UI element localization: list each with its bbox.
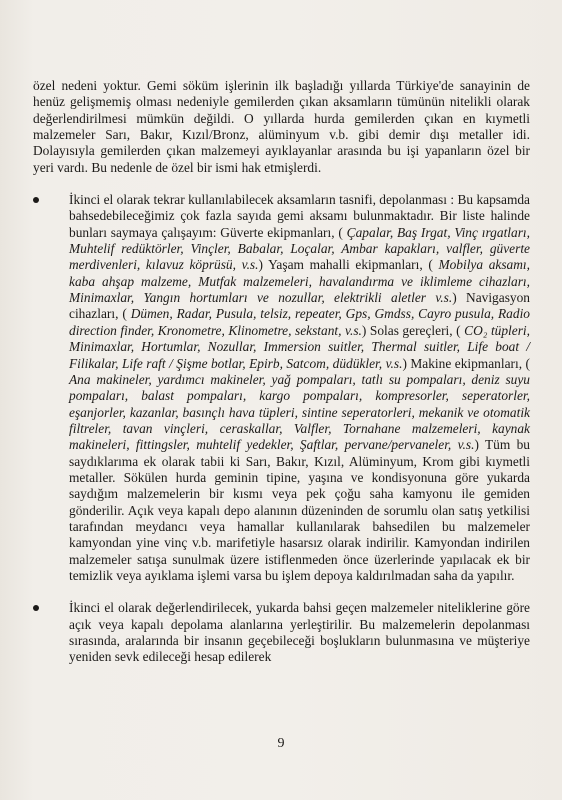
page-number: 9 [277,736,285,751]
bullet-icon [33,605,39,611]
bullet-paragraph-1: İkinci el olarak tekrar kullanılabilecek aksamların tasnifi, depolanması : Bu kapsamda bahsedebileceğimiz çok fazla sayıda gemi aksamı bulunmaktadır. Bir liste halinde bunları saymaya çalışayım: Güverte ekipmanları, ( Çapalar, Baş Irgat, Vinç ırgatları, Muhtelif redüktörler, Vinçler, Babalar, Loçalar, Ambar kapakları, valfler, güverte merdivenleri, kılavuz köprüsü, v.s.) Yaşam mahalli ekipmanları, ( Mobilya aksamı, kaba ahşap malzeme, Mutfak malzemeleri, havalandırma ve iklimleme cihazları, Minimaxlar, Yangın hortumları ve nozullar, elektrikli aletler v.s.) Navigasyon cihazları, ( Dümen, Radar, Pusula, telsiz, repeater, Gps, Gmdss, Cayro pusula, Radio direction finder, Kronometre, Klinometre, sekstant, v.s.) Solas gereçleri, ( CO₂ tüpleri, Minimaxlar, Hortumlar, Nozullar, Immersion suitler, Thermal suitler, Life boat / Filikalar, Life raft / Şişme botlar, Epirb, Satcom, düdükler, v.s.) Makine ekipmanları, ( Ana makineler, yardımcı makineler, yağ pompaları, tatlı su pompaları, deniz suyu pompaları, balast pompaları, kargo pompaları, kompresorler, seperatorler, eşanjorler, kazanlar, basınçlı hava tüpleri, sintine seperatorleri, mekanik ve otomatik filtreler, tavan vinçleri, ceraskallar, Valfler, Tornahane malzemeleri, kaynak makineleri, fittingsler, muhtelif yedekler, Şaftlar, pervane/pervaneler, v.s.) Tüm bu saydıklarıma ek olarak tabii ki Sarı, Bakır, Kızıl, Alüminyum, Krom gibi kıymetli metaller. Sökülen hurda geminin tipine, yaşına ve kondisyonuna göre yukarda saydığım malzemelerin bir kısmı veya pek çoğu saha kamyonu ile gemiden gönderilir. Açık veya kapalı depo alanının düzeninden de sorumlu olan satış yetkilisi tarafından meydancı veya hamallar kullanılarak bahsedilen bu malzemeler kamyondan yine vinç v.b. marifetiyle hasarsız olarak indirilir. Kamyondan indirilen malzemeler satışa sunulmak üzere istiflenmeden önce üzerlerinde yapılacak ek bir temizlik veya ayıklama işlemi varsa bu işlem depoya kaldırılmadan saha da yapılır. [69,192,531,583]
list-item [33,192,530,584]
body-text [33,78,530,666]
bullet-list [33,192,530,666]
list-item [33,600,530,665]
bullet-icon [33,197,39,203]
bullet-paragraph-2: İkinci el olarak değerlendirilecek, yukarda bahsi geçen malzemeler niteliklerine göre açık veya kapalı depolama alanlarına yerleştirilir. Bu malzemelerin depolanması sırasında, aralarında bir insanın geçebileceği boşlukların bulunmasına ve müşteriye yeniden sevk edileceği hesap edilerek [69,600,530,665]
intro-paragraph: özel nedeni yoktur. Gemi söküm işlerinin ilk başladığı yıllarda Türkiye'de sanayinin de henüz gelişmemiş olması nedeniyle gemilerden çıkan aksamların tümünün nitelikli olarak değerlendirilmesi mümkün değildi. O yıllarda hurda gemilerden çıkan en kıymetli malzemeler Sarı, Bakır, Kızıl/Bronz, alüminyum v.b. gibi demir dışı metaller idi. Dolayısıyla gemilerden çıkan malzemeyi ayıklayanlar arasında bu işi yapanların özel bir yeri vardı. Bu nedenle de özel bir ismi hak etmişlerdi. [33,78,530,175]
